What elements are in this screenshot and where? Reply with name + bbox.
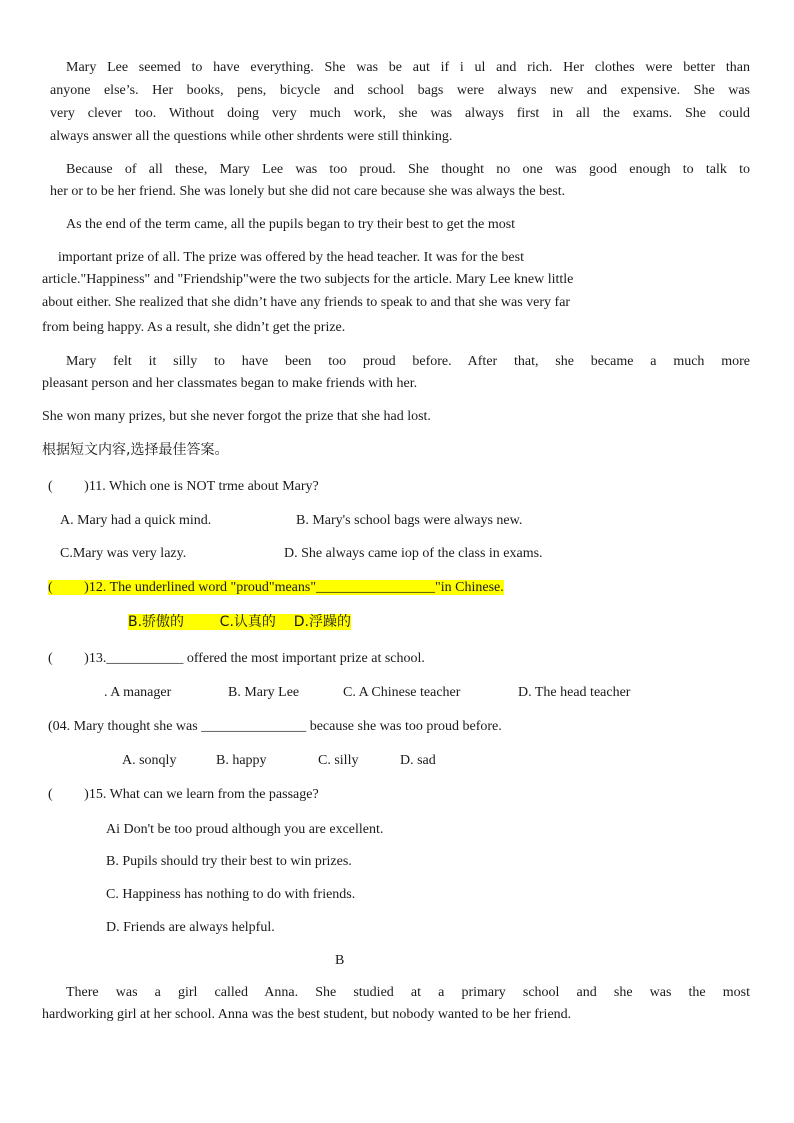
q13-option-c[interactable]: C. A Chinese teacher	[343, 685, 461, 700]
q14-option-b[interactable]: B. happy	[216, 753, 267, 768]
q15-option-b[interactable]: B. Pupils should try their best to win prizes.	[106, 854, 352, 869]
q11-option-b[interactable]: B. Mary's school bags were always new.	[296, 513, 523, 528]
passage-a-p1-line4: always answer all the questions while other shrdents were still thinking.	[50, 129, 453, 144]
q11-option-c[interactable]: C.Mary was very lazy.	[60, 546, 187, 561]
passage-a-p2-line2: her or to be her friend. She was lonely but she did not care because she was always the best.	[50, 184, 566, 199]
passage-a-p5: She won many prizes, but she never forgot the prize that she had lost.	[42, 409, 431, 424]
passage-a-p1-line2: anyone else’s. Her books, pens, bicycle and school bags were always new and expensive. She was	[50, 83, 750, 98]
q11-option-a[interactable]: A. Mary had a quick mind.	[60, 513, 212, 528]
q15-option-d[interactable]: D. Friends are always helpful.	[106, 920, 275, 935]
q12-option-b[interactable]: B.骄傲的	[128, 614, 185, 630]
q12-stem	[48, 579, 504, 597]
q11-option-d[interactable]: D. She always came iop of the class in exams.	[284, 546, 543, 561]
passage-a-p4-line2: pleasant person and her classmates began to make friends with her.	[42, 376, 418, 391]
q13-option-d[interactable]: D. The head teacher	[518, 685, 631, 700]
instruction: 根据短文内容,选择最佳答案。	[42, 442, 229, 458]
q13-option-b[interactable]: B. Mary Lee	[228, 685, 300, 700]
q14-option-d[interactable]: D. sad	[400, 753, 436, 768]
q14-option-a[interactable]: A. sonqly	[122, 753, 177, 768]
passage-a-p2-line1: Because of all these, Mary Lee was too proud. She thought no one was good enough to talk to	[66, 162, 750, 177]
passage-a-p3-line2: important prize of all. The prize was offered by the head teacher. It was for the best	[58, 250, 524, 265]
passage-a-p1-line1: Mary Lee seemed to have everything. She was be aut if i ul and rich. Her clothes were better than	[66, 60, 750, 75]
q12-gap-2	[276, 614, 294, 630]
section-b-line1: There was a girl called Anna. She studied at a primary school and she was the most	[66, 985, 750, 1000]
q11-stem: ( )11. Which one is NOT trme about Mary?	[48, 479, 319, 494]
q12-stem-highlight: ( )12. The underlined word "proud"means"_________________"in Chinese.	[48, 580, 504, 595]
q14-option-c[interactable]: C. silly	[318, 753, 359, 768]
q12-option-d[interactable]: D.浮躁的	[293, 614, 351, 630]
q15-option-a[interactable]: Ai Don't be too proud although you are excellent.	[106, 822, 384, 837]
q15-stem: ( )15. What can we learn from the passage?	[48, 787, 319, 802]
section-b-heading: B	[335, 953, 345, 968]
q13-option-a[interactable]: . A manager	[104, 685, 172, 700]
q12-gap-1	[184, 614, 220, 630]
passage-a-p3-line4: about either. She realized that she didn’t have any friends to speak to and that she was very far	[42, 295, 571, 310]
section-b-line2: hardworking girl at her school. Anna was the best student, but nobody wanted to be her friend.	[42, 1007, 572, 1022]
passage-a-p4-line1: Mary felt it silly to have been too proud before. After that, she became a much more	[66, 354, 750, 369]
passage-a-p3-line5: from being happy. As a result, she didn’t get the prize.	[42, 320, 346, 335]
passage-a-p1-line3: very clever too. Without doing very much work, she was always first in all the exams. She could	[50, 106, 750, 121]
q13-stem: ( )13.___________ offered the most important prize at school.	[48, 651, 425, 666]
q15-option-c[interactable]: C. Happiness has nothing to do with friends.	[106, 887, 356, 902]
q12-option-c[interactable]: C.认真的	[219, 614, 276, 630]
passage-a-p3-line1: As the end of the term came, all the pupils began to try their best to get the most	[66, 217, 516, 232]
q12-options-row	[128, 613, 351, 631]
passage-a-p3-line3: article."Happiness" and "Friendship"were the two subjects for the article. Mary Lee knew little	[42, 272, 574, 287]
q14-stem: (04. Mary thought she was _______________ because she was too proud before.	[48, 719, 502, 734]
